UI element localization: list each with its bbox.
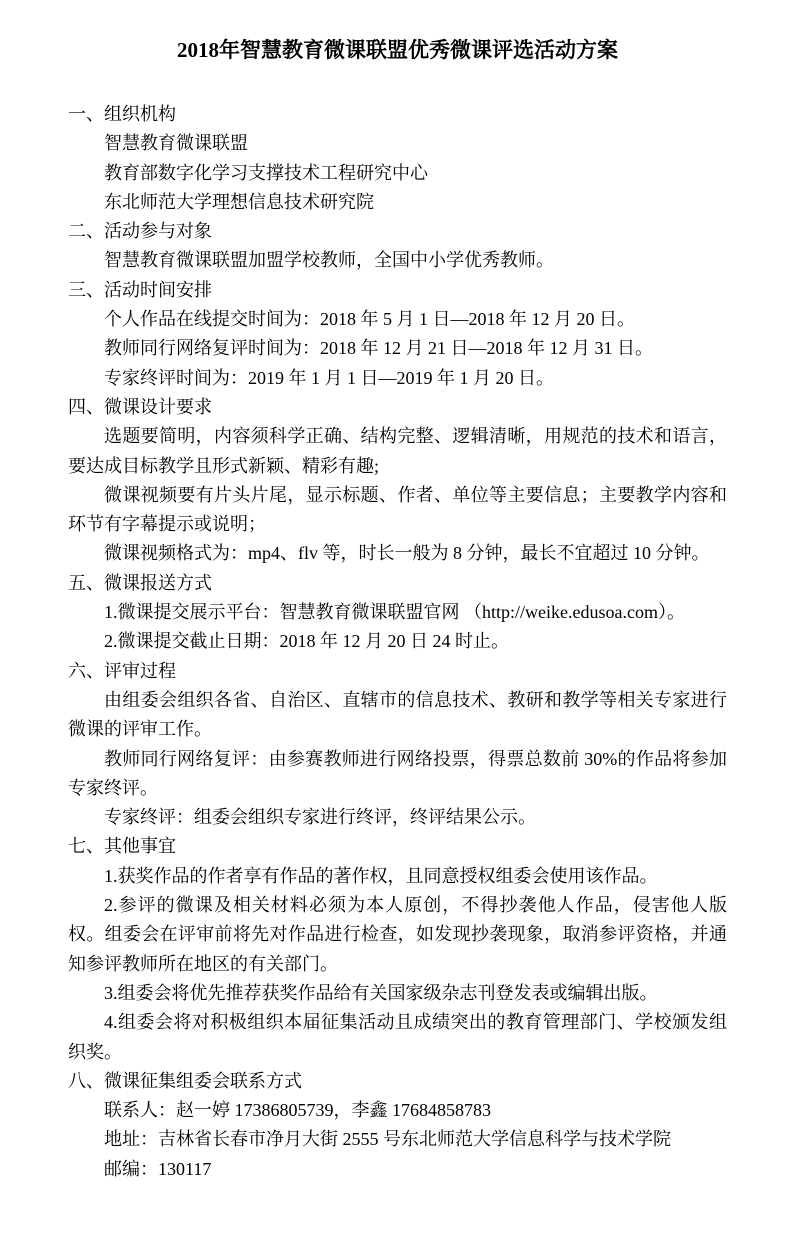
paragraph: 4.组委会将对积极组织本届征集活动且成绩突出的教育管理部门、学校颁发组织奖。 — [68, 1012, 727, 1062]
section-heading: 三、活动时间安排 — [68, 279, 212, 300]
paragraph: 2.参评的微课及相关材料必须为本人原创，不得抄袭他人作品，侵害他人版权。组委会在评审前将先对作品进行检查，如发现抄袭现象，取消参评资格，并通知参评教师所在地区的有关部门。 — [68, 895, 727, 974]
paragraph: 东北师范大学理想信息技术研究院 — [104, 191, 374, 212]
paragraph: 地址：吉林省长春市净月大街 2555 号东北师范大学信息科学与技术学院 — [104, 1129, 671, 1150]
paragraph: 教师同行网络复评：由参赛教师进行网络投票，得票总数前 30%的作品将参加专家终评。 — [68, 748, 727, 798]
paragraph: 1.微课提交展示平台：智慧教育微课联盟官网 （http://weike.edusoa.com）。 — [104, 602, 685, 623]
paragraph: 2.微课提交截止日期：2018 年 12 月 20 日 24 时止。 — [104, 631, 509, 652]
paragraph: 微课视频要有片头片尾，显示标题、作者、单位等主要信息；主要教学内容和环节有字幕提示或说明； — [68, 484, 727, 535]
paragraph: 专家终评：组委会组织专家进行终评，终评结果公示。 — [104, 807, 536, 828]
document-title: 2018年智慧教育微课联盟优秀微课评选活动方案 — [177, 38, 618, 62]
paragraph: 教育部数字化学习支撑技术工程研究中心 — [104, 162, 428, 183]
paragraph: 微课视频格式为：mp4、flv 等，时长一般为 8 分钟，最长不宜超过 10 分钟。 — [104, 543, 710, 564]
section-heading: 七、其他事宜 — [68, 836, 176, 857]
paragraph: 邮编：130117 — [104, 1158, 212, 1179]
document-body — [68, 100, 727, 1184]
paragraph: 个人作品在线提交时间为：2018 年 5 月 1 日—2018 年 12 月 20 日。 — [104, 309, 635, 330]
section-heading: 四、微课设计要求 — [68, 396, 212, 417]
section-heading: 八、微课征集组委会联系方式 — [68, 1070, 302, 1091]
section-heading: 五、微课报送方式 — [68, 572, 212, 593]
paragraph: 由组委会组织各省、自治区、直辖市的信息技术、教研和教学等相关专家进行微课的评审工作。 — [68, 689, 727, 740]
section-heading: 二、活动参与对象 — [68, 221, 212, 242]
paragraph: 教师同行网络复评时间为：2018 年 12 月 21 日—2018 年 12 月 31 日。 — [104, 338, 653, 359]
paragraph: 3.组委会将优先推荐获奖作品给有关国家级杂志刊登发表或编辑出版。 — [104, 982, 658, 1003]
paragraph: 智慧教育微课联盟 — [104, 133, 248, 154]
section-heading: 六、评审过程 — [68, 660, 176, 681]
paragraph: 1.获奖作品的作者享有作品的著作权，且同意授权组委会使用该作品。 — [104, 865, 658, 886]
paragraph: 专家终评时间为：2019 年 1 月 1 日—2019 年 1 月 20 日。 — [104, 367, 554, 388]
paragraph: 选题要简明，内容须科学正确、结构完整、逻辑清晰，用规范的技术和语言，要达成目标教学且形式新颖、精彩有趣; — [68, 426, 727, 476]
paragraph: 智慧教育微课联盟加盟学校教师，全国中小学优秀教师。 — [104, 250, 554, 271]
paragraph: 联系人：赵一婷 17386805739，李鑫 17684858783 — [104, 1100, 491, 1121]
section-heading: 一、组织机构 — [68, 104, 176, 124]
